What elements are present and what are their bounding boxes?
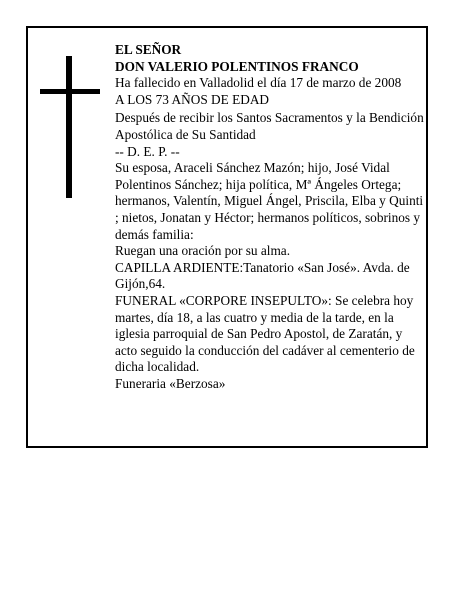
obituary-notice: [26, 26, 428, 448]
cross-vertical-bar: [66, 56, 72, 198]
latin-cross-icon: [40, 56, 100, 198]
death-line: Ha fallecido en Valladolid el día 17 de marzo de 2008: [115, 75, 402, 91]
cross-horizontal-bar: [40, 89, 100, 94]
chapel-text: CAPILLA ARDIENTE:Tanatorio «San José». Avda. de Gijón,64.: [115, 259, 410, 292]
heading-title: EL SEÑOR: [115, 42, 182, 57]
prayer-text: Ruegan una oración por su alma.: [115, 243, 291, 259]
family-text: Su esposa, Araceli Sánchez Mazón; hijo, José Vidal Polentinos Sánchez; hija política, Mª Ángeles Ortega; hermanos, Valentín, Miguel Ángel, Priscila, Elba y Quinti ; nietos, Jonatan y Héctor; hermanos políticos, sobrinos y demás familia:: [115, 160, 424, 242]
funeral-text: FUNERAL «CORPORE INSEPULTO»: Se celebra hoy martes, día 18, a las cuatro y media de la tarde, en la iglesia parroquial de San Pedro Apostol, de Zaratán, y acto seguido la conducción del cadáver al cementerio de dicha localidad.: [115, 292, 415, 375]
dep-line: -- D. E. P. --: [115, 143, 180, 159]
deceased-name: DON VALERIO POLENTINOS FRANCO: [115, 58, 359, 74]
funeral-home: Funeraria «Berzosa»: [115, 375, 226, 391]
sacraments-text: Después de recibir los Santos Sacramentos y la Bendición Apostólica de Su Santidad: [115, 110, 424, 142]
age-line: A LOS 73 AÑOS DE EDAD: [115, 91, 270, 107]
notice-text: [115, 42, 427, 392]
